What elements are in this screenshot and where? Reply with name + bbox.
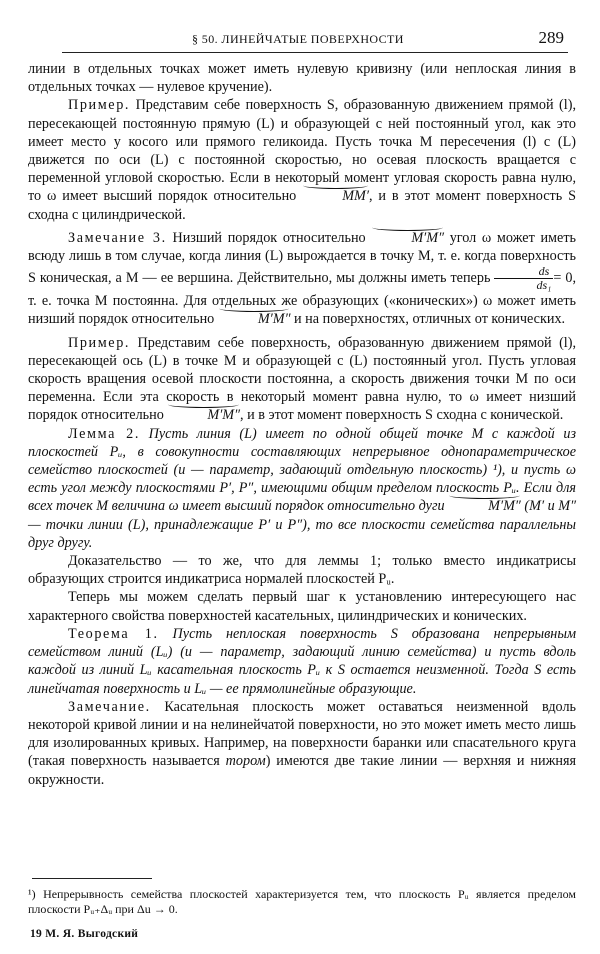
example-2-end: , и в этот момент поверхность S сходна с конической. <box>240 407 564 424</box>
remark-3-text-b: угол ω может иметь всюду лишь в том случае, когда линия (L) вырождается в точку M, т. е. когда поверхность S коническая, а M — ее вершина. Действительно, мы должны иметь теперь <box>28 229 576 286</box>
printer-signature: 19 М. Я. Выгодский <box>30 928 139 940</box>
remark-3-text-c: = 0, т. е. точка M постоянна. Для отдельных же образующих («конических») ω может иметь низший порядок относительно <box>28 270 577 328</box>
arc-m1m2-second: M′M″ <box>218 310 291 328</box>
paragraph-lemma-2 <box>28 425 576 552</box>
lemma-2-text: Пусть линия (L) имеет по одной общей точке M с каждой из плоскостей Pᵤ, в совокупности составляющих непрерывное однопараметрическое семейство плоскостей (u — параметр, задающий отдельную плоскость) ¹), и пусть ω есть угол между плоскостями P′, P″, имеющими общим пределом плоскость Pᵤ. Если для всех точек M величина ω имеет высший порядок относительно дуги <box>28 425 577 515</box>
page-number: 289 <box>538 28 564 47</box>
remark-text: Касательная плоскость может оставаться неизменной вдоль некоторой кривой линии и на нелинейчатой поверхности, но это может иметь место лишь для изолированных кривых. Например, на поверхности баранки или спасательного круга (такая поверхность называется <box>28 698 577 770</box>
example-label: Пример. <box>68 97 131 114</box>
lemma-2-label: Лемма 2. <box>68 425 141 442</box>
arc-m1m2: M′M″ <box>371 229 444 247</box>
fraction-numerator: ds <box>494 265 553 279</box>
paragraph-continuation: линии в отдельных точках может иметь нулевую кривизну (или неплоская линия в отдельных точках — нулевое кручение). <box>28 61 576 96</box>
torus-term: тором <box>225 753 266 770</box>
main-text <box>28 60 576 789</box>
arc-m1m2-third: M′M″ <box>167 406 240 424</box>
remark-3-label: Замечание 3. <box>68 229 167 246</box>
remark-3-text-d: и на поверхностях, отличных от конических. <box>294 311 566 328</box>
remark-label: Замечание. <box>68 698 151 715</box>
running-title: § 50. ЛИНЕЙЧАТЫЕ ПОВЕРХНОСТИ <box>192 32 404 46</box>
paragraph-example-1 <box>28 96 576 223</box>
arc-m1m2-lemma: M′M″ <box>448 497 521 515</box>
fraction-denominator: ds₁ <box>536 278 552 293</box>
footnote-rule <box>32 878 152 879</box>
remark-3-text-a: Низший порядок относительно <box>172 229 366 246</box>
arc-mm: MM′ <box>302 187 369 205</box>
paragraph-proof: Доказательство — то же, что для леммы 1; только вместо индикатрисы образующих строится индикатриса нормалей плоскостей Pᵤ. <box>28 553 576 588</box>
header-rule <box>62 52 568 53</box>
paragraph-next-step: Теперь мы можем сделать первый шаг к установлению интересующего нас характерного свойства поверхностей касательных, цилиндрических и конических. <box>28 589 576 624</box>
theorem-1-label: Теорема 1. <box>68 625 159 642</box>
paragraph-theorem-1 <box>28 625 576 698</box>
example-1-end: , и в этот момент поверхность S сходна с цилиндрической. <box>28 188 577 223</box>
example-1-text: Представим себе поверхность S, образованную движением прямой (l), пересекающей постоянную прямую (L) и образующей с ней постоянный угол, как это имеет место у косого или прямого геликоида. Пусть точка M пересечения (l) с (L) движется по оси (L) с постоянной скоростью, но осевая плоскость вращается с переменной угловой скоростью. Если в некоторый момент угловая скорость равна нулю, то ω имеет высший порядок относительно <box>28 97 576 205</box>
theorem-1-text: Пусть неплоская поверхность S образована непрерывным семейством линий (Lᵤ) (u — параметр, задающий линию семейства) и пусть вдоль каждой из линий Lᵤ касательная плоскость Pᵤ к S остается неизменной. Тогда S есть линейчатая поверхность и Lᵤ — ее прямолинейные образующие. <box>28 625 577 697</box>
example-2-label: Пример. <box>68 334 131 351</box>
remark-end: ) имеются две такие линии — верхняя и нижняя окружности. <box>28 753 577 788</box>
fraction-ds-ds1 <box>494 265 553 292</box>
paragraph-remark-3 <box>28 229 576 329</box>
paragraph-remark <box>28 698 576 789</box>
example-2-text: Представим себе поверхность, образованную движением прямой (l), пересекающей ось (L) в точке M и образующей с (L) постоянный угол. Пусть угловая скорость вращения осевой плоскости постоянна, а скорость движения точки M по оси переменна. Если эта скорость в некоторый момент равна нулю, то ω имеет низший порядок относительно <box>28 334 577 424</box>
paragraph-example-2 <box>28 334 576 425</box>
lemma-2-end: (M′ и M″ — точки линии (L), принадлежащие P′ и P″), то все плоскости семейства параллельны друг другу. <box>28 498 577 551</box>
footnote: ¹) Непрерывность семейства плоскостей характеризуется тем, что плоскость Pᵤ является пределом плоскости Pᵤ₊Δᵤ при Δu → 0. <box>28 887 576 916</box>
page-header <box>62 28 572 50</box>
